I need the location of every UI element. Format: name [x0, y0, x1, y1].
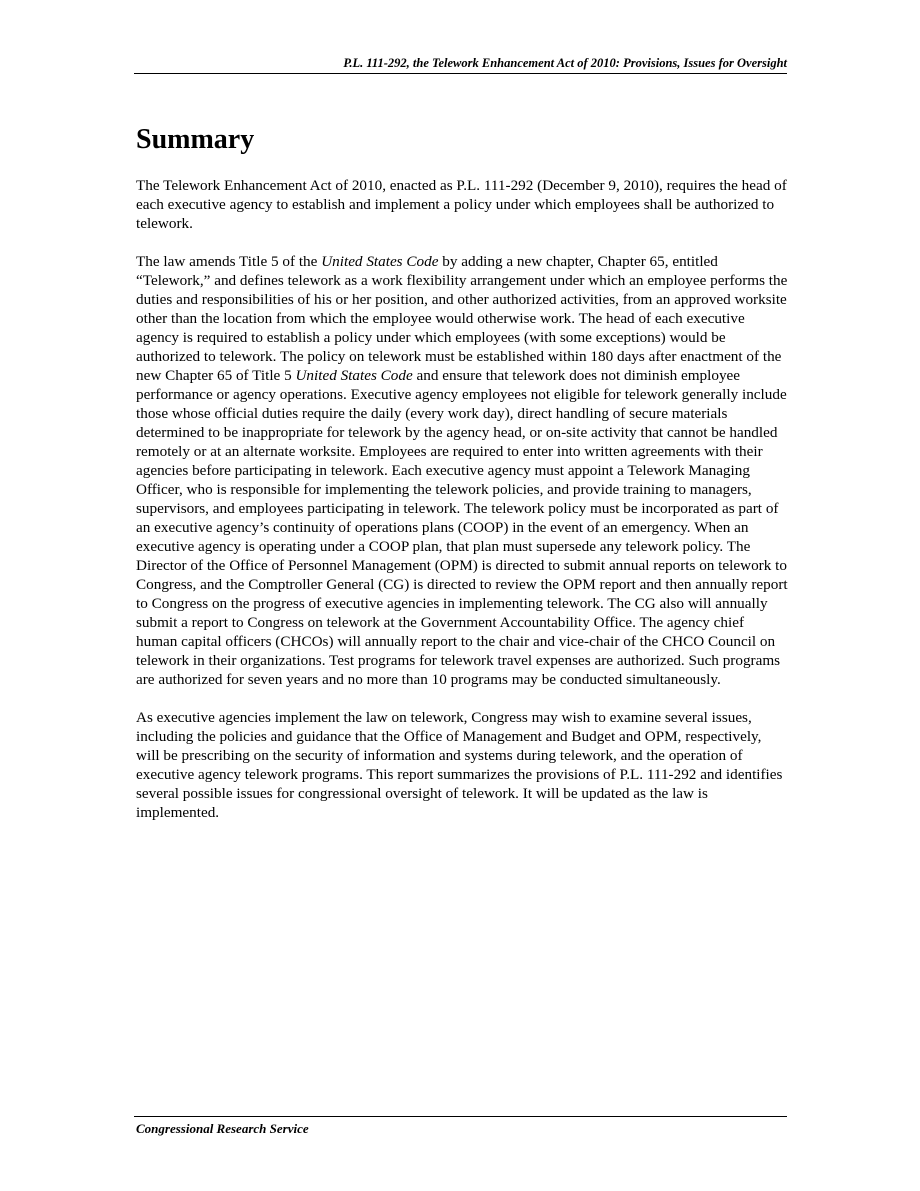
usc-citation-2: United States Code — [295, 367, 413, 384]
paragraph-1: The Telework Enhancement Act of 2010, enacted as P.L. 111-292 (December 9, 2010), requires the head of each executive agency to establish and implement a policy under which employees shall be authorized to telework. — [136, 177, 787, 232]
summary-body — [136, 176, 788, 841]
footer-rule — [134, 1116, 787, 1117]
running-header: P.L. 111-292, the Telework Enhancement Act of 2010: Provisions, Issues for Oversight — [343, 56, 787, 70]
paragraph-2 — [136, 252, 788, 689]
paragraph-2-part-a: The law amends Title 5 of the — [136, 253, 322, 270]
paragraph-3: As executive agencies implement the law on telework, Congress may wish to examine several issues, including the policies and guidance that the Office of Management and Budget and OPM, respectively, will be prescribing on the security of information and systems during telework, and the operation of executive agency telework programs. This report summarizes the provisions of P.L. 111-292 and identifies several possible issues for congressional oversight of telework. It will be updated as the law is implemented. — [136, 709, 783, 821]
usc-citation-1: United States Code — [321, 253, 439, 270]
header-rule — [134, 73, 787, 74]
section-title: Summary — [136, 124, 255, 155]
paragraph-2-part-e: and ensure that telework does not diminish employee performance or agency operations. Executive agency employees not eligible for telework generally include those whose official duties require the daily (every work day), direct handling of secure materials determined to be inappropriate for telework by the agency head, or on-site activity that cannot be handled remotely or at an alternate worksite. Employees are required to enter into written agreements with their agencies before participating in telework. Each executive agency must appoint a Telework Managing Officer, who is responsible for implementing the telework policies, and provide training to managers, supervisors, and employees participating in telework. The telework policy must be incorporated as part of an executive agency’s continuity of operations plans (COOP) in the event of an emergency. When an executive agency is operating under a COOP plan, that plan must supersede any telework policy. The Director of the Office of Personnel Management (OPM) is directed to submit annual reports on telework to Congress, and the Comptroller General (CG) is directed to review the OPM report and then annually report to Congress on the progress of executive agencies in implementing telework. The CG also will annually submit a report to Congress on telework at the Government Accountability Office. The agency chief human capital officers (CHCOs) will annually report to the chair and vice-chair of the CHCO Council on telework in their organizations. Test programs for telework travel expenses are authorized. Such programs are authorized for seven years and no more than 10 programs may be conducted simultaneously. — [136, 367, 788, 688]
paragraph-2-part-c: by adding a new chapter, Chapter 65, entitled “Telework,” and defines telework as a work flexibility arrangement under which an employee performs the duties and responsibilities of his or her position, and other authorized activities, from an approved worksite other than the location from which the employee would otherwise work. The head of each executive agency is required to establish a policy under which employees (with some exceptions) would be authorized to telework. The policy on telework must be established within 180 days after enactment of the new Chapter 65 of Title 5 — [136, 253, 788, 384]
footer-publisher: Congressional Research Service — [136, 1121, 309, 1136]
